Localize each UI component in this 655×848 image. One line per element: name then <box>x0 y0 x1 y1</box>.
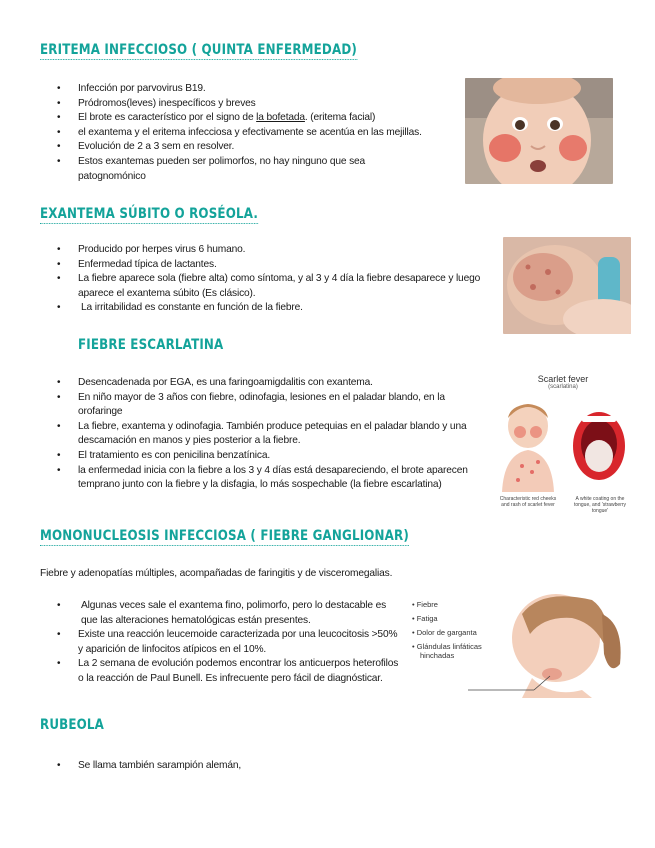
list-exantema <box>40 243 485 316</box>
list-item: • Enfermedad típica de lactantes. <box>40 258 485 273</box>
list-item: • La 2 semana de evolución podemos encontrar los anticuerpos heterofilos o la reacción de Paul Bunell. Es infrecuente pero fácil de diagnósticar. <box>40 657 400 686</box>
baby-face-photo <box>465 78 613 184</box>
infant-rash-photo <box>503 237 631 334</box>
list-item: • Infección por parvovirus B19. <box>40 82 460 97</box>
figure-subtitle: (scarlatina) <box>548 384 578 390</box>
list-item: • Evolución de 2 a 3 sem en resolver. <box>40 140 460 155</box>
heading-mononucleosis: MONONUCLEOSIS INFECCIOSA ( FIEBRE GANGLIONAR) <box>40 528 409 544</box>
list-item: • la enfermedad inicia con la fiebre a los 3 y 4 días está desapareciendo, el brote aparecen temprano junto con la fiebre y la disfagia, lo más sospechable (la fiebre escarlatina) <box>40 464 480 493</box>
list-item: • Se llama también sarampión alemán, <box>40 759 460 774</box>
list-item: • El brote es característico por el signo de la bofetada. (eritema facial) <box>40 111 460 126</box>
heading-escarlatina: FIEBRE ESCARLATINA <box>78 337 224 353</box>
list-item: • La fiebre, exantema y odinofagia. También produce petequias en el paladar blando y una descamación en manos y pies posterior a la fiebre. <box>40 420 480 449</box>
heading-eritema: ERITEMA INFECCIOSO ( QUINTA ENFERMEDAD) <box>40 42 357 58</box>
link-la-bofetada[interactable]: la bofetada <box>256 112 305 124</box>
mononucleosis-intro: Fiebre y adenopatías múltiples, acompañadas de faringitis y de visceromegalias. <box>40 568 393 579</box>
list-item: • Producido por herpes virus 6 humano. <box>40 243 485 258</box>
list-item: • En niño mayor de 3 años con fiebre, odinofagia, lesiones en el paladar blando, en la orofaringe <box>40 391 480 420</box>
mononucleosis-figure <box>412 594 624 698</box>
heading-exantema: EXANTEMA SÚBITO O ROSÉOLA. <box>40 206 259 222</box>
list-item: • Desencadenada por EGA, es una faringoamigdalitis con exantema. <box>40 376 480 391</box>
list-item: • Existe una reacción leucemoide caracterizada por una leucocitosis >50% y aparición de linfocitos atípicos en el 10%. <box>40 628 400 657</box>
figure-title: Scarlet fever <box>537 374 589 384</box>
list-mononucleosis <box>40 599 400 687</box>
list-item: • Estos exantemas pueden ser polimorfos, no hay ninguno que sea patognomónico <box>40 155 408 184</box>
figure-labels: • Fiebre • Fatiga • Dolor de garganta • Glándulas linfáticas hinchadas <box>412 600 482 660</box>
list-item: • La irritabilidad es constante en función de la fiebre. <box>40 301 485 316</box>
list-item: • El tratamiento es con penicilina benzatínica. <box>40 449 480 464</box>
list-item: • Pródromos(leves) inespecíficos y breves <box>40 97 460 112</box>
list-item: • Algunas veces sale el exantema fino, polimorfo, pero lo destacable es que las alteraciones hematológicas están presentes. <box>40 599 400 628</box>
list-item: • La fiebre aparece sola (fiebre alta) como síntoma, y al 3 y 4 día la fiebre desaparece y luego aparece el exantema súbito (Es clásico). <box>40 272 485 301</box>
list-item: • el exantema y el eritema infecciosa y efectivamente se acentúa en las mejillas. <box>40 126 460 141</box>
scarlet-fever-figure <box>494 372 632 514</box>
list-escarlatina <box>40 376 480 493</box>
figure-caption-left: Characteristic red cheeks and rash of scarlet fever <box>499 496 557 508</box>
heading-rubeola: RUBEOLA <box>40 717 105 733</box>
list-rubeola <box>40 759 460 774</box>
figure-caption-right: A white coating on the tongue, and 'strawberry tongue' <box>573 496 627 514</box>
list-eritema <box>40 82 460 184</box>
